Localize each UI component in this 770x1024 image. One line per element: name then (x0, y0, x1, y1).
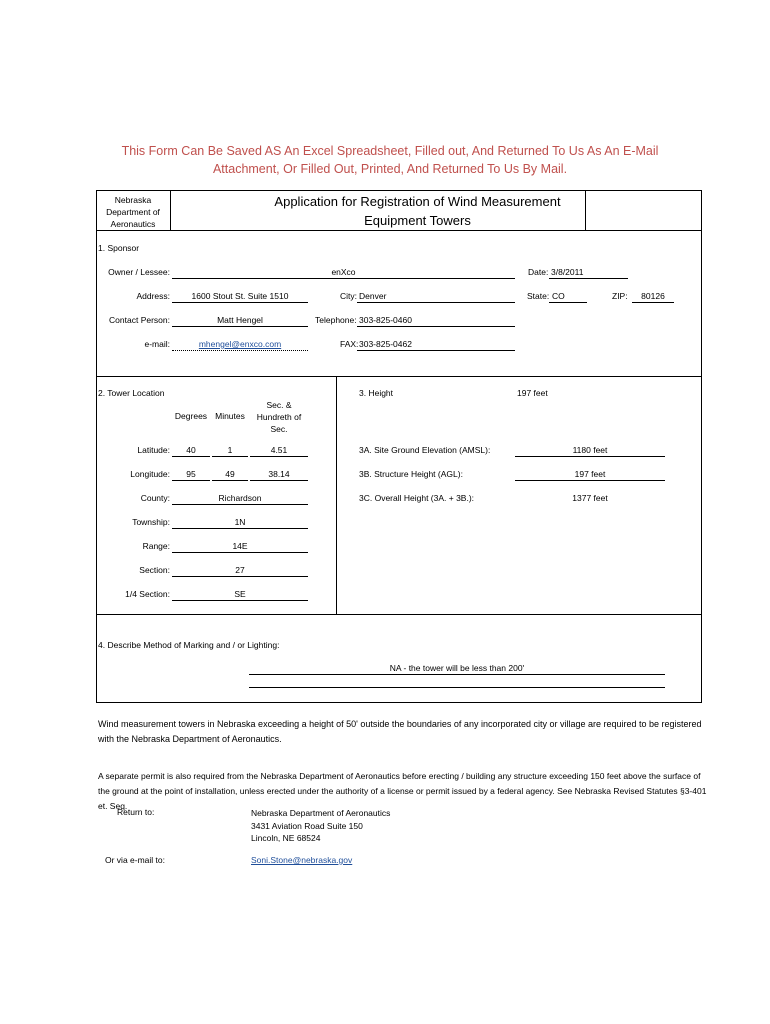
state-underline (549, 302, 587, 303)
longitude-degrees[interactable]: 95 (186, 469, 196, 479)
return-email-label: Or via e-mail to: (105, 855, 165, 865)
state-value[interactable]: CO (552, 291, 565, 301)
range-underline (172, 552, 308, 553)
longitude-minutes[interactable]: 49 (225, 469, 235, 479)
city-value[interactable]: Denver (359, 291, 387, 301)
address-value[interactable]: 1600 Stout St. Suite 1510 (191, 291, 289, 301)
overall-height-value[interactable]: 1377 feet (572, 493, 608, 503)
marking-heading: 4. Describe Method of Marking and / or Lighting: (98, 640, 280, 650)
email-link[interactable]: mhengel@enxco.com (198, 339, 282, 349)
col-degrees: Degrees (174, 411, 208, 421)
quarter-section-label: 1/4 Section: (125, 589, 170, 599)
structure-height-underline (515, 480, 665, 481)
agency-name (97, 194, 169, 230)
address-label: Address: (136, 291, 170, 301)
return-address (251, 807, 390, 845)
date-value[interactable]: 3/8/2011 (551, 267, 584, 277)
quarter-section-value[interactable]: SE (234, 589, 246, 599)
section-label: Section: (139, 565, 170, 575)
return-address-line2: 3431 Aviation Road Suite 150 (251, 820, 363, 831)
return-label: Return to: (117, 807, 155, 817)
sponsor-heading: 1. Sponsor (98, 243, 140, 253)
return-address-line3: Lincoln, NE 68524 (251, 833, 321, 843)
col-minutes: Minutes (215, 411, 245, 421)
zip-value[interactable]: 80126 (641, 291, 665, 301)
agency-line2: Department of (106, 207, 160, 217)
marking-value[interactable]: NA - the tower will be less than 200' (389, 663, 525, 673)
structure-height-label: 3B. Structure Height (AGL): (359, 469, 463, 479)
longitude-underline-deg (172, 480, 210, 481)
longitude-underline-sec (250, 480, 308, 481)
latitude-label: Latitude: (137, 445, 170, 455)
contact-label: Contact Person: (109, 315, 170, 325)
sponsor-bottom-line (96, 376, 702, 377)
city-label: City: (340, 291, 357, 301)
location-heading: 2. Tower Location (98, 388, 165, 398)
col-seconds-line1: Sec. & (266, 400, 292, 410)
telephone-underline (357, 326, 515, 327)
latitude-underline-sec (250, 456, 308, 457)
header-note: This Form Can Be Saved AS An Excel Spreadsheet, Filled out, And Returned To Us As An E-Mail Attachment, Or Filled Out, Printed, And Returned To Us By Mail. (121, 144, 659, 176)
contact-underline (172, 326, 308, 327)
township-underline (172, 528, 308, 529)
latitude-seconds[interactable]: 4.51 (270, 445, 288, 455)
owner-label: Owner / Lessee: (108, 267, 170, 277)
longitude-label: Longitude: (130, 469, 170, 479)
contact-value[interactable]: Matt Hengel (217, 315, 263, 325)
date-label: Date: (528, 267, 549, 277)
marking-underline-2 (249, 687, 665, 688)
county-underline (172, 504, 308, 505)
address-underline (172, 302, 308, 303)
quarter-section-underline (172, 600, 308, 601)
height-heading: 3. Height (359, 388, 394, 398)
col-seconds-line3: Sec. (270, 424, 288, 434)
county-value[interactable]: Richardson (218, 493, 262, 503)
city-underline (357, 302, 515, 303)
longitude-seconds[interactable]: 38.14 (268, 469, 290, 479)
county-label: County: (140, 493, 170, 503)
email-underline (172, 350, 308, 351)
longitude-underline-min (212, 480, 248, 481)
height-value: 197 feet (517, 388, 548, 398)
township-label: Township: (132, 517, 170, 527)
site-elevation-underline (515, 456, 665, 457)
fax-label: FAX: (340, 339, 359, 349)
range-label: Range: (142, 541, 170, 551)
latitude-underline-deg (172, 456, 210, 457)
col-seconds (250, 399, 308, 435)
section-underline (172, 576, 308, 577)
fax-value[interactable]: 303-825-0462 (359, 339, 412, 349)
zip-underline (632, 302, 674, 303)
fax-underline (357, 350, 515, 351)
zip-label: ZIP: (612, 291, 628, 301)
permit-note: A separate permit is also required from the Nebraska Department of Aeronautics before erecting / building any structure exceeding 150 feet above the surface of the ground at the point of installation, unless erected under the authority of a license or permit issued by a federal agency. See Nebraska Revised Statutes §3-401 et. Seq. (98, 771, 707, 811)
form-title (220, 192, 615, 230)
latitude-minutes[interactable]: 1 (227, 445, 233, 455)
section-value[interactable]: 27 (235, 565, 245, 575)
marking-underline-1 (249, 674, 665, 675)
location-bottom-line (96, 614, 702, 615)
location-height-divider (336, 376, 337, 614)
telephone-label: Telephone: (315, 315, 357, 325)
return-email-link[interactable]: Soni.Stone@nebraska.gov (251, 855, 353, 865)
form-title-line2: Equipment Towers (364, 213, 471, 228)
township-value[interactable]: 1N (234, 517, 246, 527)
state-label: State: (527, 291, 550, 301)
registration-note: Wind measurement towers in Nebraska exceeding a height of 50' outside the boundaries of any incorporated city or village are required to be registered with the Nebraska Department of Aeronautics. (98, 719, 702, 744)
owner-value[interactable]: enXco (331, 267, 356, 277)
telephone-value[interactable]: 303-825-0460 (359, 315, 412, 325)
col-seconds-line2: Hundreth of (256, 412, 302, 422)
form-title-line1: Application for Registration of Wind Measurement (274, 194, 561, 209)
latitude-degrees[interactable]: 40 (186, 445, 196, 455)
return-address-line1: Nebraska Department of Aeronautics (251, 808, 391, 818)
title-bottom-line (96, 230, 702, 231)
date-underline (549, 278, 628, 279)
latitude-underline-min (212, 456, 248, 457)
site-elevation-value[interactable]: 1180 feet (572, 445, 608, 455)
structure-height-value[interactable]: 197 feet (574, 469, 606, 479)
agency-divider (170, 190, 171, 230)
owner-underline (172, 278, 515, 279)
agency-line1: Nebraska (114, 195, 152, 205)
email-label: e-mail: (144, 339, 170, 349)
range-value[interactable]: 14E (232, 541, 248, 551)
overall-height-label: 3C. Overall Height (3A. + 3B.): (359, 493, 475, 503)
agency-line3: Aeronautics (110, 219, 156, 229)
site-elevation-label: 3A. Site Ground Elevation (AMSL): (359, 445, 491, 455)
